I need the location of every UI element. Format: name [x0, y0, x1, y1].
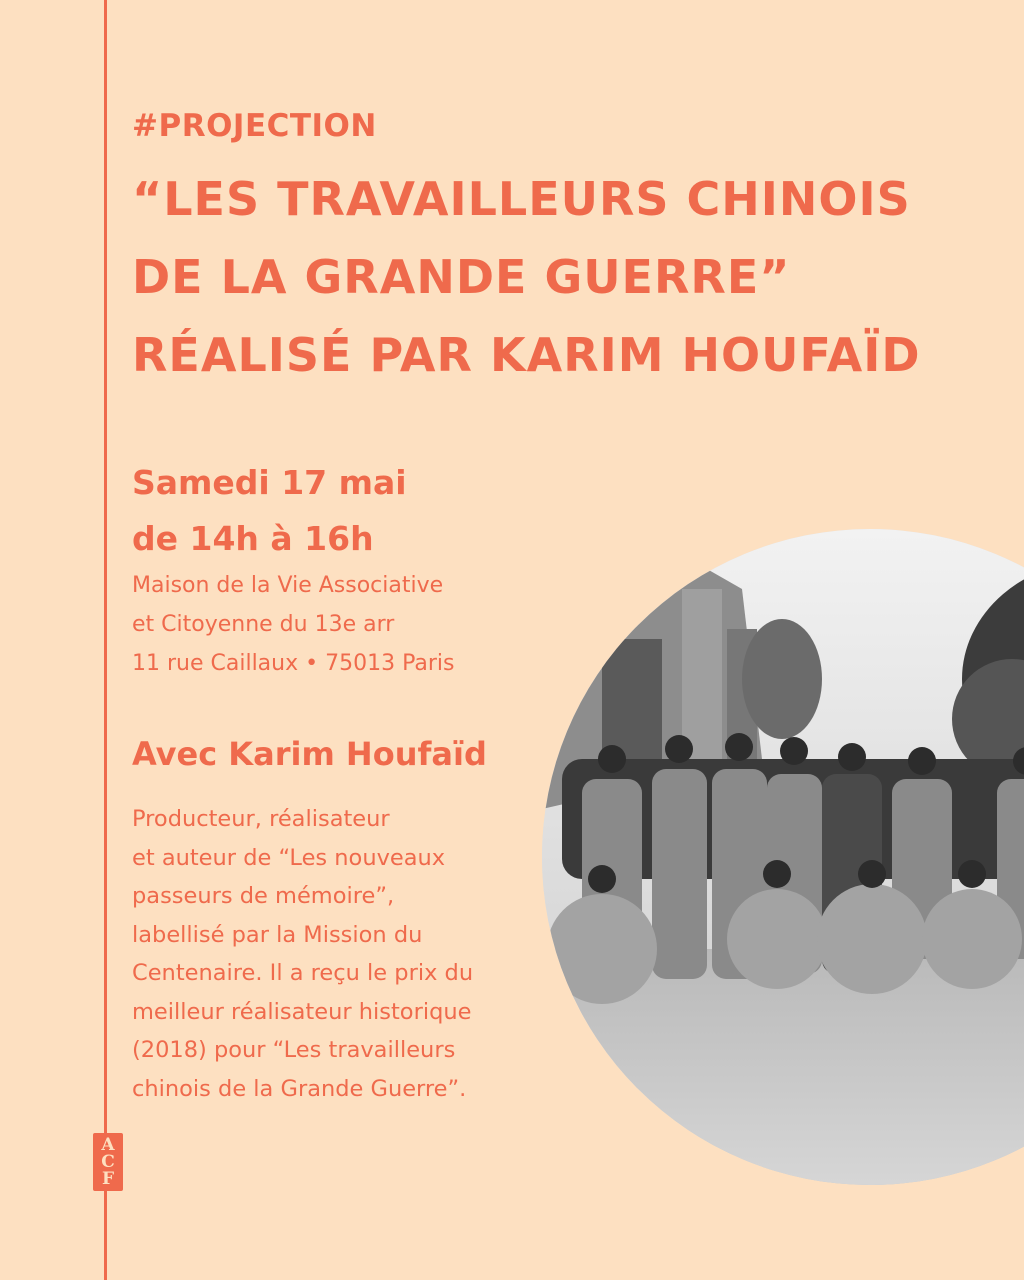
bio-line: meilleur réalisateur historique [132, 998, 472, 1025]
venue-line-2: et Citoyenne du 13e arr [132, 612, 395, 637]
bio-line: (2018) pour “Les travailleurs [132, 1037, 456, 1063]
logo-letter: A [101, 1135, 115, 1155]
guest-bio [132, 800, 572, 1108]
event-datetime [132, 455, 407, 567]
bio-line: labellisé par la Mission du [132, 921, 423, 948]
vertical-accent-line [104, 0, 107, 1280]
bio-line: Centenaire. Il a reçu le prix du [132, 960, 474, 986]
bio-line: passeurs de mémoire”, [132, 883, 395, 909]
event-date: Samedi 17 mai [132, 463, 407, 502]
venue-line-3: 11 rue Caillaux • 75013 Paris [132, 651, 455, 676]
title-line-2: DE LA GRANDE GUERRE” [132, 250, 791, 304]
title-line-1: “LES TRAVAILLEURS CHINOIS [132, 172, 911, 226]
acf-logo-seal [93, 1133, 123, 1191]
historical-group-photo [542, 529, 1024, 1185]
event-venue [132, 566, 532, 683]
venue-line-1: Maison de la Vie Associative [132, 573, 444, 598]
guest-heading: Avec Karim Houfaïd [132, 735, 487, 773]
logo-letter: F [101, 1169, 115, 1189]
photo-illustration [542, 529, 1024, 1185]
bio-line: et auteur de “Les nouveaux [132, 844, 446, 871]
event-title [132, 160, 1002, 394]
bio-line: Producteur, réalisateur [132, 806, 390, 832]
event-time: de 14h à 16h [132, 519, 374, 558]
hashtag-label: #PROJECTION [132, 108, 377, 144]
bio-line: chinois de la Grande Guerre”. [132, 1075, 467, 1102]
logo-letter: C [101, 1152, 115, 1172]
title-line-3: RÉALISÉ PAR KARIM HOUFAÏD [132, 328, 921, 382]
